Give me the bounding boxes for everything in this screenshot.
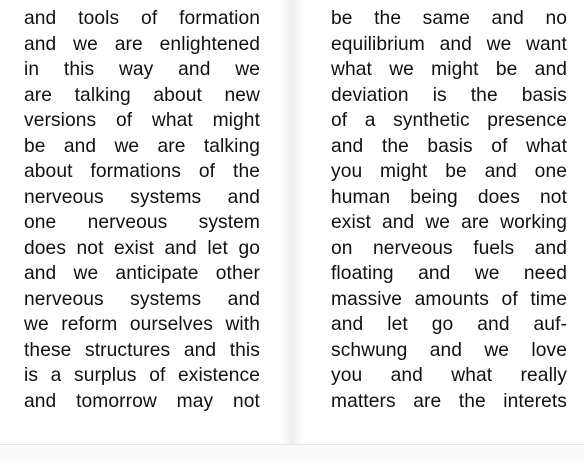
text-line: on nerveous fuels and [331, 237, 567, 259]
left-page [24, 6, 260, 414]
text-line: schwung and we love [331, 339, 567, 361]
text-line: is a surplus of existence [24, 365, 260, 386]
text-line: nerveous systems and [24, 288, 260, 310]
text-line: be the same and no [331, 8, 567, 29]
text-line: be and we are talking [24, 135, 260, 157]
text-line: versions of what might [24, 110, 260, 131]
text-line: one nerveous system [24, 212, 260, 233]
text-line: exist and we are working [331, 212, 567, 233]
text-line: are talking about new [24, 84, 260, 106]
text-line: and let go and auf- [331, 314, 567, 335]
text-line: of a synthetic presence [331, 110, 567, 131]
text-line: massive amounts of time [331, 288, 567, 310]
text-line: matters are the interets [331, 390, 567, 412]
text-line: and we anticipate other [24, 263, 260, 284]
text-line: in this way and we [24, 59, 260, 80]
text-line: you might be and one [331, 161, 567, 182]
text-line: about formations of the [24, 161, 260, 182]
text-line: and the basis of what [331, 135, 567, 157]
text-line: floating and we need [331, 263, 567, 284]
right-page [331, 6, 567, 414]
text-line: human being does not [331, 186, 567, 208]
page-bottom-edge [0, 444, 584, 461]
text-line: we reform ourselves with [24, 314, 260, 335]
text-line: and we are enlightened [24, 33, 260, 55]
text-line: deviation is the basis [331, 84, 567, 106]
text-line: you and what really [331, 365, 567, 386]
page-gutter [281, 0, 303, 445]
text-line: what we might be and [331, 59, 567, 80]
text-line: equilibrium and we want [331, 33, 567, 55]
text-line: these structures and this [24, 339, 260, 361]
text-line: nerveous systems and [24, 186, 260, 208]
text-line: does not exist and let go [24, 237, 260, 259]
text-line: and tomorrow may not [24, 390, 260, 412]
text-line: and tools of formation [24, 8, 260, 29]
